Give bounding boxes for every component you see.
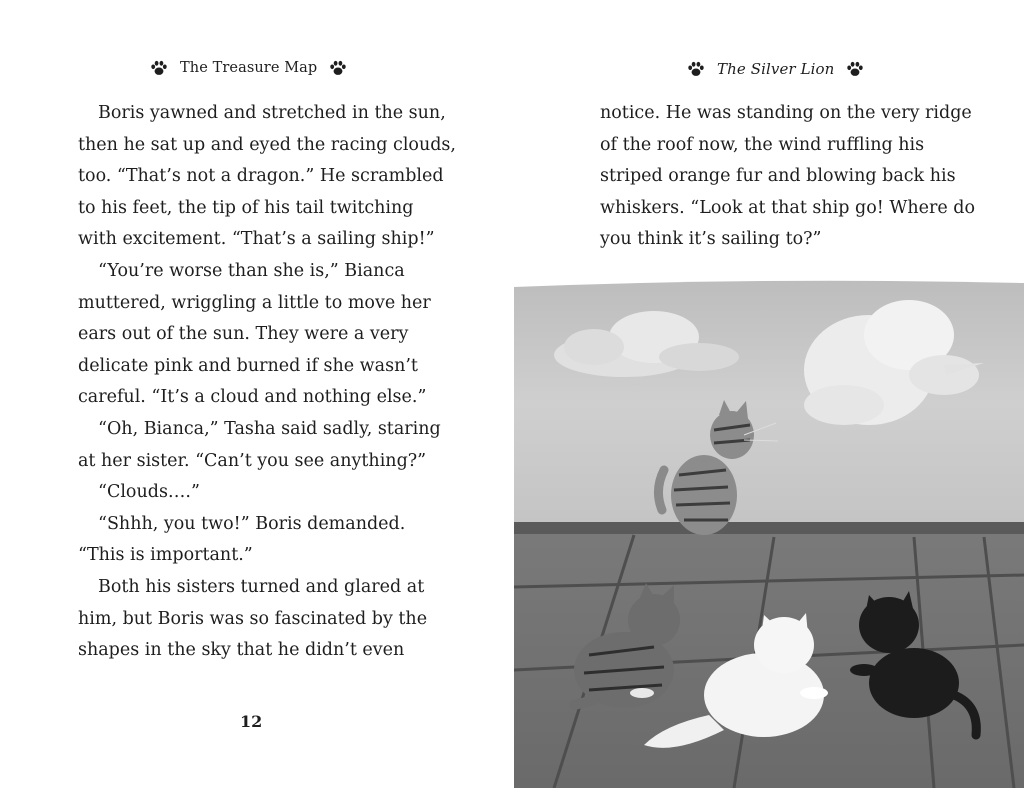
text-line: of the roof now, the wind ruffling his [600,134,925,155]
right-body-text [600,98,975,256]
text-line: careful. “It’s a cloud and nothing else.” [78,387,427,408]
left-running-head [150,60,347,76]
text-line: “Shhh, you two!” Boris demanded. [98,513,406,534]
right-page [512,0,1024,788]
paw-print-icon [687,61,705,77]
left-running-head-title: The Treasure Map [180,60,318,76]
paw-print-icon [150,60,168,76]
paw-print-icon [846,61,864,77]
paw-print-icon [329,60,347,76]
text-line: to his feet, the tip of his tail twitching [78,197,414,218]
text-line: with excitement. “That’s a sailing ship!” [78,229,435,250]
left-body-text [78,98,456,667]
text-line: “You’re worse than she is,” Bianca [98,260,405,281]
text-line: at her sister. “Can’t you see anything?” [78,450,427,471]
text-line: whiskers. “Look at that ship go! Where do [600,197,976,218]
page-number: 12 [240,712,263,731]
text-line: Boris yawned and stretched in the sun, [98,103,446,123]
text-line: striped orange fur and blowing back his [600,166,956,187]
right-running-head [687,60,864,78]
text-line: notice. He was standing on the very ridge [600,103,972,123]
text-line: shapes in the sky that he didn’t even [78,640,405,661]
text-line: Both his sisters turned and glared at [98,576,425,597]
text-line: “Oh, Bianca,” Tasha said sadly, staring [98,418,441,439]
text-line: too. “That’s not a dragon.” He scrambled [78,166,444,187]
roof-ridge [514,522,1024,534]
text-line: delicate pink and burned if she wasn’t [78,355,418,376]
right-running-head-title: The Silver Lion [717,60,835,78]
text-line: ears out of the sun. They were a very [78,324,409,345]
text-line: you think it’s sailing to?” [600,229,822,250]
text-line: “This is important.” [78,545,253,566]
text-line: him, but Boris was so fascinated by the [78,608,428,629]
cats-on-roof-illustration [514,275,1024,788]
text-line: then he sat up and eyed the racing clouds, [78,134,456,155]
text-line: “Clouds….” [98,482,200,503]
text-line: muttered, wriggling a little to move her [78,292,431,313]
